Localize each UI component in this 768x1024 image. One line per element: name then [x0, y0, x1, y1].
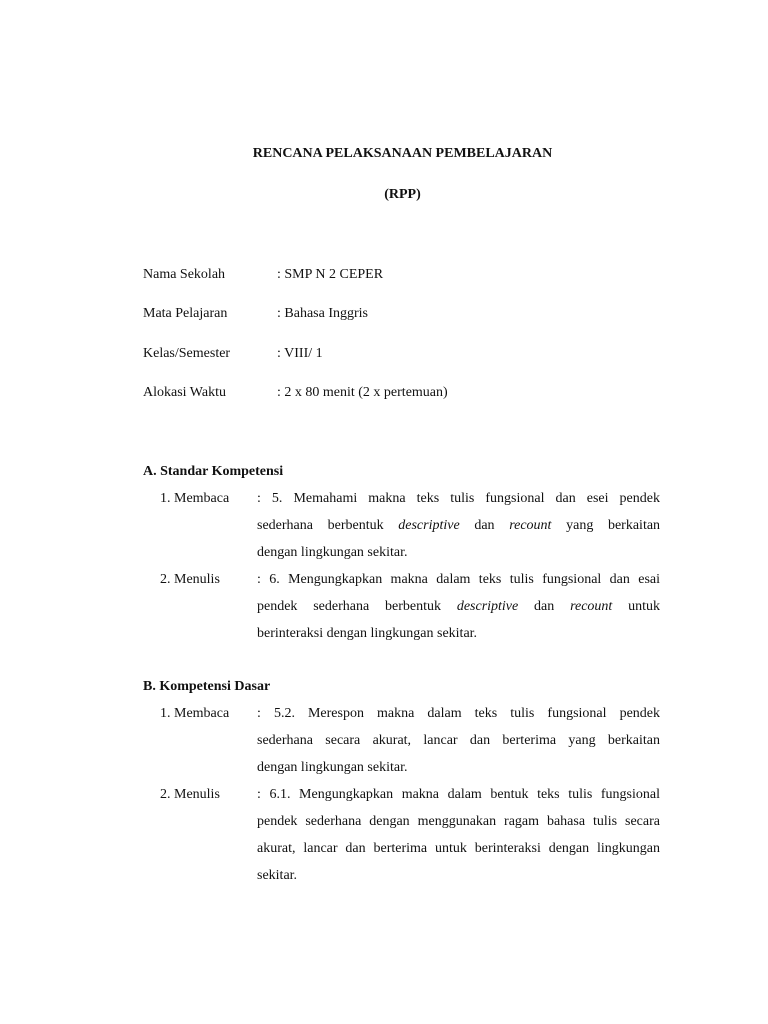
item-label-b2: 2. Menulis	[160, 787, 220, 802]
text-line-mixed	[257, 512, 660, 539]
document-title: RENCANA PELAKSANAAN PEMBELAJARAN	[252, 146, 553, 161]
text-segment: sederhana berbentuk	[257, 518, 384, 533]
text-segment: dan	[474, 518, 495, 533]
item-text-b2	[257, 781, 660, 889]
text-segment-italic: descriptive	[398, 518, 460, 533]
item-text-a1	[257, 485, 660, 566]
text-line: : 6. Mengungkapkan makna dalam teks tulis fungsional dan esai	[257, 572, 660, 587]
text-line: : 6.1. Mengungkapkan makna dalam bentuk teks tulis fungsional	[257, 787, 660, 802]
text-line: akurat, lancar dan berterima untuk berinteraksi dengan lingkungan	[257, 841, 660, 856]
text-segment: pendek sederhana berbentuk	[257, 599, 441, 614]
item-text-b1	[257, 700, 660, 781]
text-line: dengan lingkungan sekitar.	[257, 545, 408, 560]
item-label-a2: 2. Menulis	[160, 572, 220, 587]
info-value-class: : VIII/ 1	[277, 346, 323, 361]
info-label-time: Alokasi Waktu	[143, 385, 226, 400]
info-value-school: : SMP N 2 CEPER	[277, 267, 384, 282]
document-subtitle: (RPP)	[384, 187, 421, 202]
text-line-mixed	[257, 593, 660, 620]
section-heading-a: A. Standar Kompetensi	[143, 464, 284, 479]
text-segment: yang berkaitan	[566, 518, 661, 533]
text-line: pendek sederhana dengan menggunakan ragam bahasa tulis secara	[257, 814, 660, 829]
info-label-class: Kelas/Semester	[143, 346, 231, 361]
text-segment-italic: descriptive	[456, 599, 519, 614]
item-label-a1: 1. Membaca	[160, 491, 230, 506]
info-label-school: Nama Sekolah	[143, 267, 226, 282]
text-segment: dan	[534, 599, 555, 614]
info-value-subject: : Bahasa Inggris	[277, 306, 368, 321]
text-segment-italic: recount	[509, 518, 552, 533]
item-label-b1: 1. Membaca	[160, 706, 230, 721]
text-line: : 5. Memahami makna teks tulis fungsional dan esei pendek	[257, 491, 660, 506]
text-segment-italic: recount	[570, 599, 613, 614]
text-line: dengan lingkungan sekitar.	[257, 760, 408, 775]
item-text-a2	[257, 566, 660, 647]
text-line: : 5.2. Merespon makna dalam teks tulis fungsional pendek	[257, 706, 660, 721]
info-value-time: : 2 x 80 menit (2 x pertemuan)	[277, 385, 448, 400]
text-segment: untuk	[628, 599, 661, 614]
text-line: berinteraksi dengan lingkungan sekitar.	[257, 626, 478, 641]
text-line: sekitar.	[257, 868, 298, 883]
text-line: sederhana secara akurat, lancar dan berterima yang berkaitan	[257, 733, 660, 748]
info-label-subject: Mata Pelajaran	[143, 306, 228, 321]
section-heading-b: B. Kompetensi Dasar	[143, 679, 271, 694]
